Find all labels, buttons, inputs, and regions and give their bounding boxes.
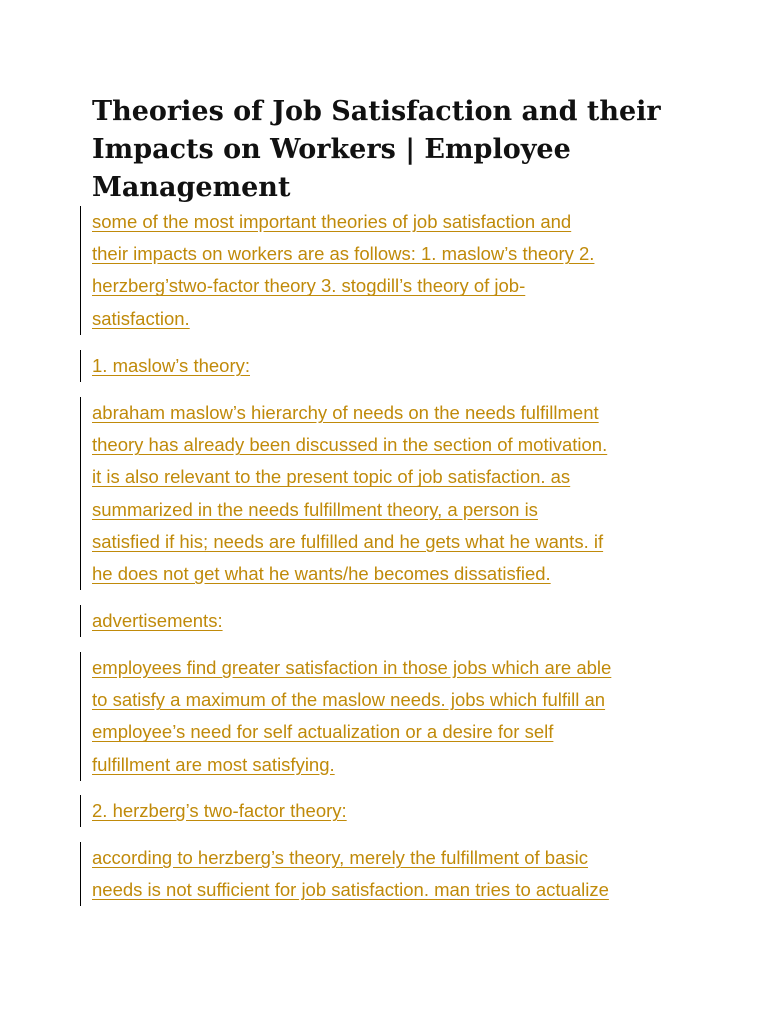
title-line: Management [92, 172, 291, 203]
text-line: it is also relevant to the present topic of job satisfaction. as [92, 466, 571, 488]
text-line: some of the most important theories of job satisfaction and [92, 211, 572, 232]
paragraph-intro [80, 206, 712, 335]
text-line: he does not get what he wants/he becomes dissatisfied. [92, 563, 551, 585]
text-line: employees find greater satisfaction in those jobs which are able [92, 657, 612, 678]
text-line: 2. herzberg’s two-factor theory: [92, 800, 347, 821]
text-line: advertisements: [92, 610, 223, 631]
text-line: abraham maslow’s hierarchy of needs on the needs fulfillment [92, 402, 599, 423]
paragraph-maslow [80, 397, 712, 590]
heading-herzberg [80, 795, 712, 827]
text-line: needs is not sufficient for job satisfaction. man tries to actualize [92, 879, 609, 901]
heading-advertisements [80, 605, 712, 637]
paragraph-herzberg [80, 842, 712, 906]
text-line: satisfaction. [92, 307, 190, 329]
heading-maslow [80, 350, 712, 382]
text-line: satisfied if his; needs are fulfilled and he gets what he wants. if [92, 530, 604, 552]
text-line: to satisfy a maximum of the maslow needs. jobs which fulfill an [92, 689, 606, 711]
title-line: Theories of Job Satisfaction and their [92, 96, 661, 127]
text-line: 1. maslow’s theory: [92, 355, 250, 376]
page-title [92, 93, 692, 207]
title-line: Impacts on Workers | Employee [92, 134, 571, 165]
text-line: fulfillment are most satisfying. [92, 753, 335, 775]
text-line: their impacts on workers are as follows: 1. maslow’s theory 2. [92, 243, 595, 265]
text-line: herzberg’stwo-factor theory 3. stogdill’s theory of job- [92, 275, 526, 297]
text-line: summarized in the needs fulfillment theory, a person is [92, 498, 538, 520]
text-line: theory has already been discussed in the section of motivation. [92, 434, 608, 456]
text-line: employee’s need for self actualization or a desire for self [92, 721, 554, 743]
text-line: according to herzberg’s theory, merely the fulfillment of basic [92, 847, 588, 868]
paragraph-employees [80, 652, 712, 781]
